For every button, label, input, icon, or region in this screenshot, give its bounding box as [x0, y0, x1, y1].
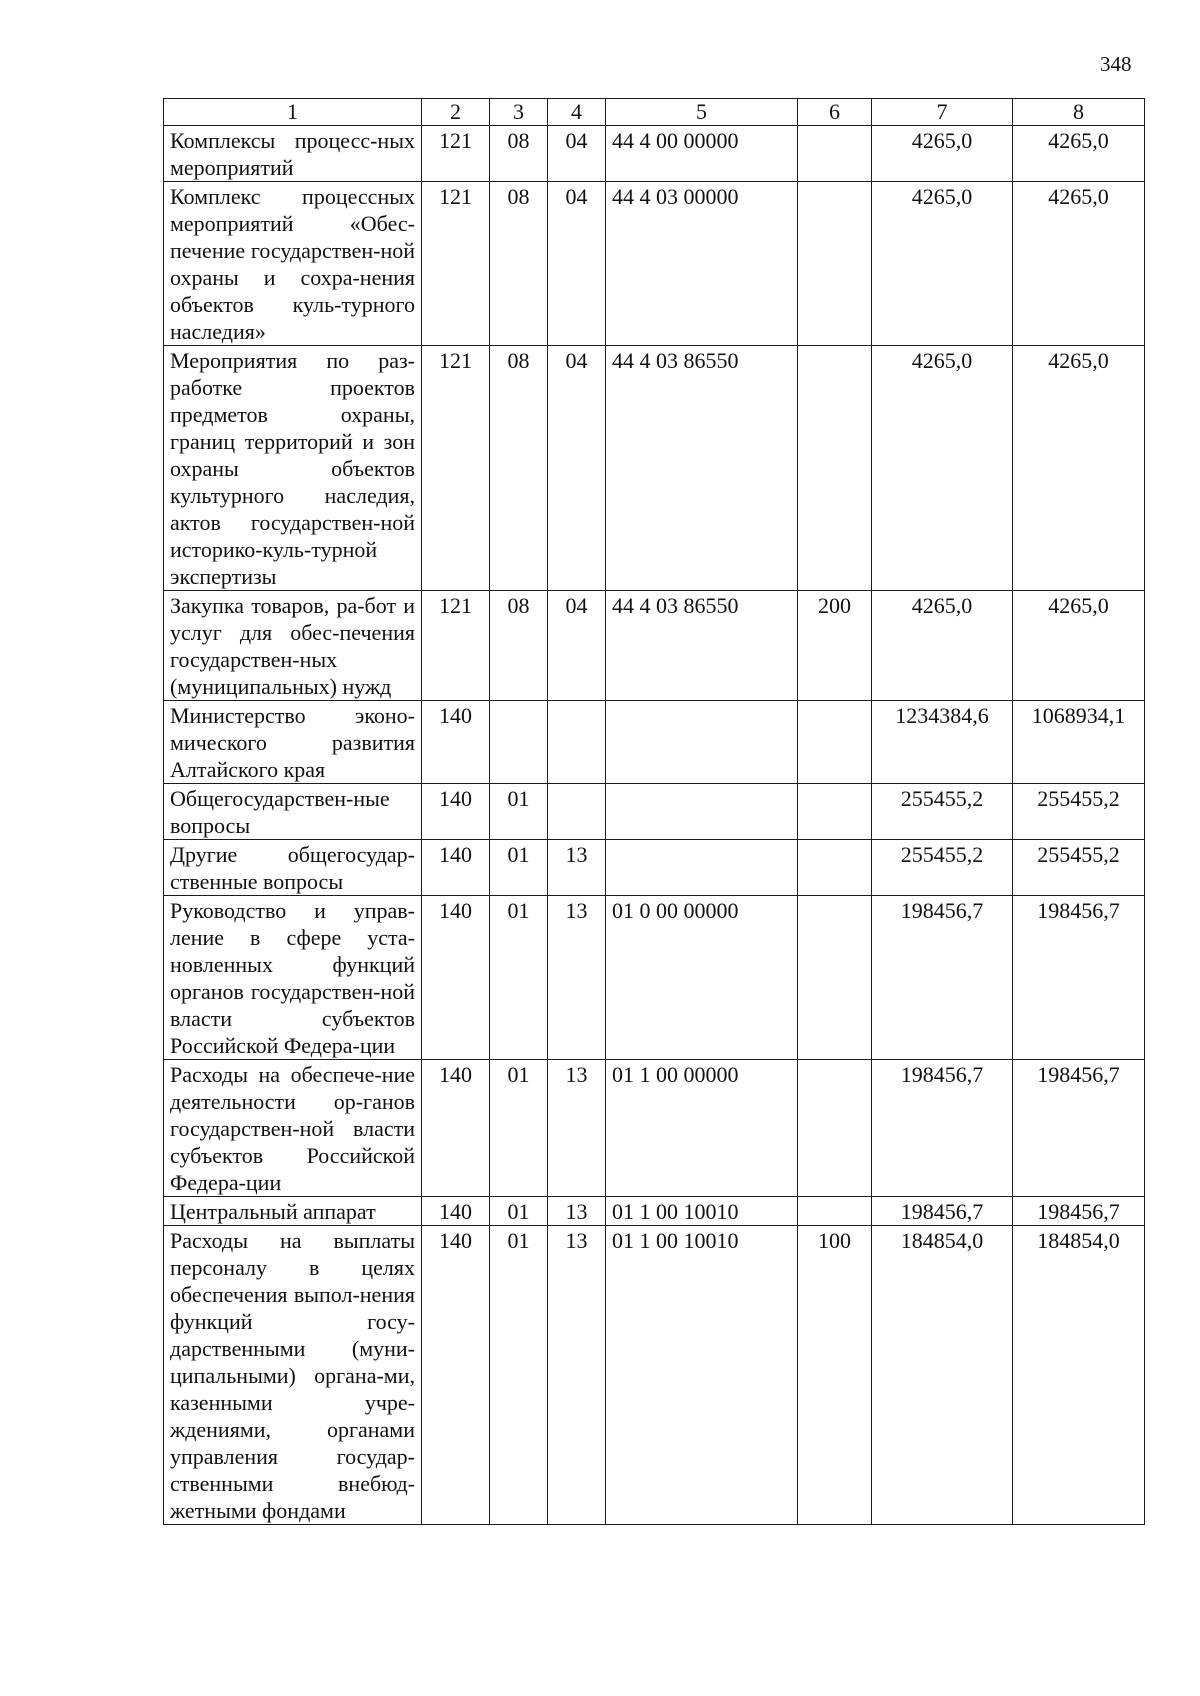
amount-col7: 198456,7 [872, 1197, 1013, 1226]
amount-col8: 255455,2 [1013, 840, 1145, 896]
section-code: 08 [490, 126, 548, 182]
item-name: Другие общегосудар-ственные вопросы [164, 840, 422, 896]
amount-col7: 198456,7 [872, 1060, 1013, 1197]
amount-col7: 1234384,6 [872, 701, 1013, 784]
item-name: Общегосударствен-ные вопросы [164, 784, 422, 840]
expense-type-code [798, 896, 872, 1060]
section-code: 01 [490, 1197, 548, 1226]
subsection-code: 13 [548, 1226, 606, 1525]
table-row [164, 840, 1145, 896]
expense-type-code [798, 840, 872, 896]
column-header: 3 [490, 99, 548, 126]
header-row [164, 99, 1145, 126]
target-article-code: 01 1 00 00000 [606, 1060, 798, 1197]
section-code: 01 [490, 1060, 548, 1197]
expense-type-code [798, 346, 872, 591]
ministry-code: 121 [422, 591, 490, 701]
amount-col7: 4265,0 [872, 346, 1013, 591]
ministry-code: 140 [422, 1226, 490, 1525]
section-code: 08 [490, 346, 548, 591]
table-row [164, 1226, 1145, 1525]
expense-type-code: 100 [798, 1226, 872, 1525]
table-row [164, 346, 1145, 591]
amount-col7: 4265,0 [872, 591, 1013, 701]
ministry-code: 140 [422, 896, 490, 1060]
amount-col8: 4265,0 [1013, 591, 1145, 701]
ministry-code: 121 [422, 126, 490, 182]
section-code: 01 [490, 840, 548, 896]
target-article-code: 44 4 03 00000 [606, 182, 798, 346]
item-name: Расходы на выплаты персоналу в целях обеспечения выпол-нения функций госу-дарственными (муни-ципальными) органа-ми, казенными учре-ждениями, органами управления государ-ственными внебюд-жетными фондами [164, 1226, 422, 1525]
subsection-code: 04 [548, 126, 606, 182]
column-header: 8 [1013, 99, 1145, 126]
item-name: Центральный аппарат [164, 1197, 422, 1226]
table-row [164, 591, 1145, 701]
section-code: 01 [490, 896, 548, 1060]
subsection-code: 13 [548, 840, 606, 896]
expense-type-code [798, 784, 872, 840]
ministry-code: 140 [422, 840, 490, 896]
amount-col8: 198456,7 [1013, 1060, 1145, 1197]
table-row [164, 896, 1145, 1060]
section-code: 01 [490, 784, 548, 840]
column-header: 2 [422, 99, 490, 126]
column-header: 6 [798, 99, 872, 126]
section-code: 08 [490, 591, 548, 701]
expense-type-code [798, 1197, 872, 1226]
table-row [164, 182, 1145, 346]
item-name: Расходы на обеспече-ние деятельности ор-ганов государствен-ной власти субъектов Российской Федера-ции [164, 1060, 422, 1197]
amount-col7: 198456,7 [872, 896, 1013, 1060]
item-name: Министерство эконо-мического развития Алтайского края [164, 701, 422, 784]
table-row [164, 784, 1145, 840]
item-name: Комплексы процесс-ных мероприятий [164, 126, 422, 182]
subsection-code [548, 701, 606, 784]
target-article-code [606, 784, 798, 840]
page-number: 348 [1100, 52, 1132, 76]
target-article-code: 01 1 00 10010 [606, 1226, 798, 1525]
table-row [164, 126, 1145, 182]
section-code: 01 [490, 1226, 548, 1525]
subsection-code: 04 [548, 346, 606, 591]
ministry-code: 140 [422, 1060, 490, 1197]
item-name: Мероприятия по раз-работке проектов предметов охраны, границ территорий и зон охраны объектов культурного наследия, актов государствен-ной историко-куль-турной экспертизы [164, 346, 422, 591]
expense-type-code: 200 [798, 591, 872, 701]
budget-table [163, 98, 1145, 1525]
column-header: 1 [164, 99, 422, 126]
item-name: Закупка товаров, ра-бот и услуг для обес-печения государствен-ных (муниципальных) нужд [164, 591, 422, 701]
subsection-code: 13 [548, 1197, 606, 1226]
amount-col8: 255455,2 [1013, 784, 1145, 840]
subsection-code: 04 [548, 591, 606, 701]
amount-col7: 255455,2 [872, 784, 1013, 840]
expense-type-code [798, 701, 872, 784]
subsection-code: 13 [548, 1060, 606, 1197]
table-row [164, 1197, 1145, 1226]
ministry-code: 121 [422, 346, 490, 591]
subsection-code [548, 784, 606, 840]
table-row [164, 701, 1145, 784]
amount-col8: 1068934,1 [1013, 701, 1145, 784]
target-article-code: 01 1 00 10010 [606, 1197, 798, 1226]
amount-col8: 4265,0 [1013, 346, 1145, 591]
section-code [490, 701, 548, 784]
amount-col8: 184854,0 [1013, 1226, 1145, 1525]
target-article-code [606, 701, 798, 784]
column-header: 7 [872, 99, 1013, 126]
table-row [164, 1060, 1145, 1197]
column-header: 5 [606, 99, 798, 126]
subsection-code: 04 [548, 182, 606, 346]
section-code: 08 [490, 182, 548, 346]
amount-col7: 184854,0 [872, 1226, 1013, 1525]
amount-col8: 4265,0 [1013, 126, 1145, 182]
ministry-code: 121 [422, 182, 490, 346]
amount-col8: 198456,7 [1013, 1197, 1145, 1226]
ministry-code: 140 [422, 784, 490, 840]
column-header: 4 [548, 99, 606, 126]
item-name: Комплекс процессных мероприятий «Обес-печение государствен-ной охраны и сохра-нения объектов куль-турного наследия» [164, 182, 422, 346]
target-article-code: 44 4 03 86550 [606, 591, 798, 701]
target-article-code: 01 0 00 00000 [606, 896, 798, 1060]
expense-type-code [798, 126, 872, 182]
amount-col8: 4265,0 [1013, 182, 1145, 346]
target-article-code: 44 4 00 00000 [606, 126, 798, 182]
target-article-code [606, 840, 798, 896]
amount-col7: 4265,0 [872, 126, 1013, 182]
ministry-code: 140 [422, 1197, 490, 1226]
amount-col8: 198456,7 [1013, 896, 1145, 1060]
expense-type-code [798, 182, 872, 346]
amount-col7: 4265,0 [872, 182, 1013, 346]
subsection-code: 13 [548, 896, 606, 1060]
amount-col7: 255455,2 [872, 840, 1013, 896]
target-article-code: 44 4 03 86550 [606, 346, 798, 591]
expense-type-code [798, 1060, 872, 1197]
ministry-code: 140 [422, 701, 490, 784]
item-name: Руководство и управ-ление в сфере уста-новленных функций органов государствен-ной власти субъектов Российской Федера-ции [164, 896, 422, 1060]
